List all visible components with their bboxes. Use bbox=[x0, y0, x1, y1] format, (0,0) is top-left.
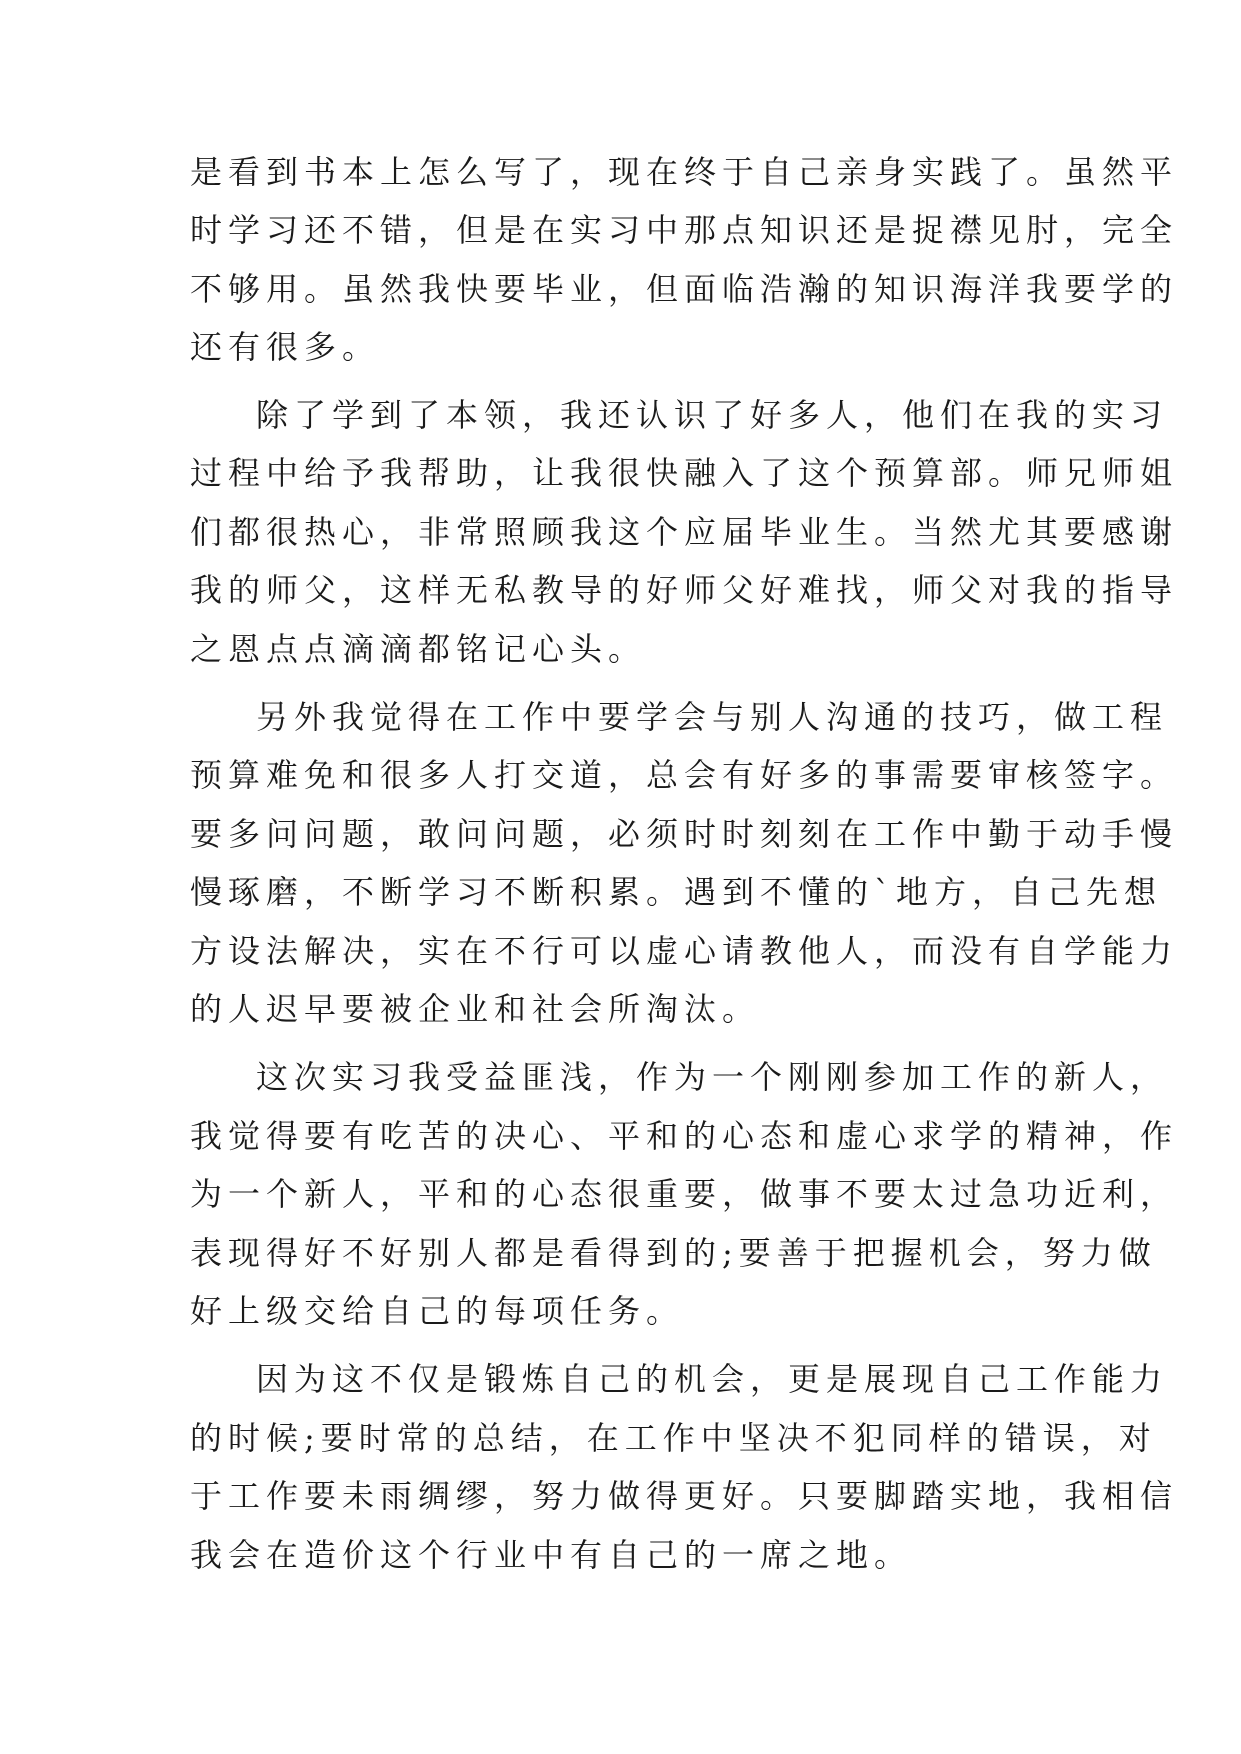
paragraph-4-line-4: 表现得好不好别人都是看得到的;要善于把握机会，努力做 bbox=[190, 1234, 1157, 1272]
paragraph-4-line-1: 这次实习我受益匪浅，作为一个刚刚参加工作的新人， bbox=[256, 1058, 1169, 1096]
paragraph-3-line-5: 方设法解决，实在不行可以虚心请教他人，而没有自学能力 bbox=[190, 932, 1179, 970]
paragraph-4-line-2: 我觉得要有吃苦的决心、平和的心态和虚心求学的精神，作 bbox=[190, 1117, 1179, 1155]
paragraph-1-line-3: 不够用。虽然我快要毕业，但面临浩瀚的知识海洋我要学的 bbox=[190, 270, 1179, 308]
paragraph-3-line-6: 的人迟早要被企业和社会所淘汰。 bbox=[190, 990, 761, 1028]
paragraph-2-line-5: 之恩点点滴滴都铭记心头。 bbox=[190, 630, 647, 668]
paragraph-2-line-2: 过程中给予我帮助，让我很快融入了这个预算部。师兄师姐 bbox=[190, 454, 1179, 492]
paragraph-3-line-4: 慢琢磨，不断学习不断积累。遇到不懂的`地方，自己先想 bbox=[190, 873, 1163, 911]
paragraph-4-line-5: 好上级交给自己的每项任务。 bbox=[190, 1292, 685, 1330]
paragraph-2-line-1: 除了学到了本领，我还认识了好多人，他们在我的实习 bbox=[256, 396, 1169, 434]
paragraph-5-line-1: 因为这不仅是锻炼自己的机会，更是展现自己工作能力 bbox=[256, 1360, 1169, 1398]
paragraph-2-line-4: 我的师父，这样无私教导的好师父好难找，师父对我的指导 bbox=[190, 571, 1179, 609]
paragraph-1-line-1: 是看到书本上怎么写了，现在终于自己亲身实践了。虽然平 bbox=[190, 153, 1179, 191]
paragraph-1-line-4: 还有很多。 bbox=[190, 328, 381, 366]
paragraph-5-line-2: 的时候;要时常的总结，在工作中坚决不犯同样的错误，对 bbox=[190, 1419, 1157, 1457]
paragraph-2-line-3: 们都很热心，非常照顾我这个应届毕业生。当然尤其要感谢 bbox=[190, 513, 1179, 551]
paragraph-3-line-3: 要多问问题，敢问问题，必须时时刻刻在工作中勤于动手慢 bbox=[190, 815, 1179, 853]
paragraph-4-line-3: 为一个新人，平和的心态很重要，做事不要太过急功近利， bbox=[190, 1175, 1179, 1213]
paragraph-1-line-2: 时学习还不错，但是在实习中那点知识还是捉襟见肘，完全 bbox=[190, 211, 1179, 249]
paragraph-5-line-3: 于工作要未雨绸缪，努力做得更好。只要脚踏实地，我相信 bbox=[190, 1477, 1179, 1515]
paragraph-5-line-4: 我会在造价这个行业中有自己的一席之地。 bbox=[190, 1536, 913, 1574]
paragraph-3-line-2: 预算难免和很多人打交道，总会有好多的事需要审核签字。 bbox=[190, 756, 1179, 794]
paragraph-3-line-1: 另外我觉得在工作中要学会与别人沟通的技巧，做工程 bbox=[256, 698, 1169, 736]
